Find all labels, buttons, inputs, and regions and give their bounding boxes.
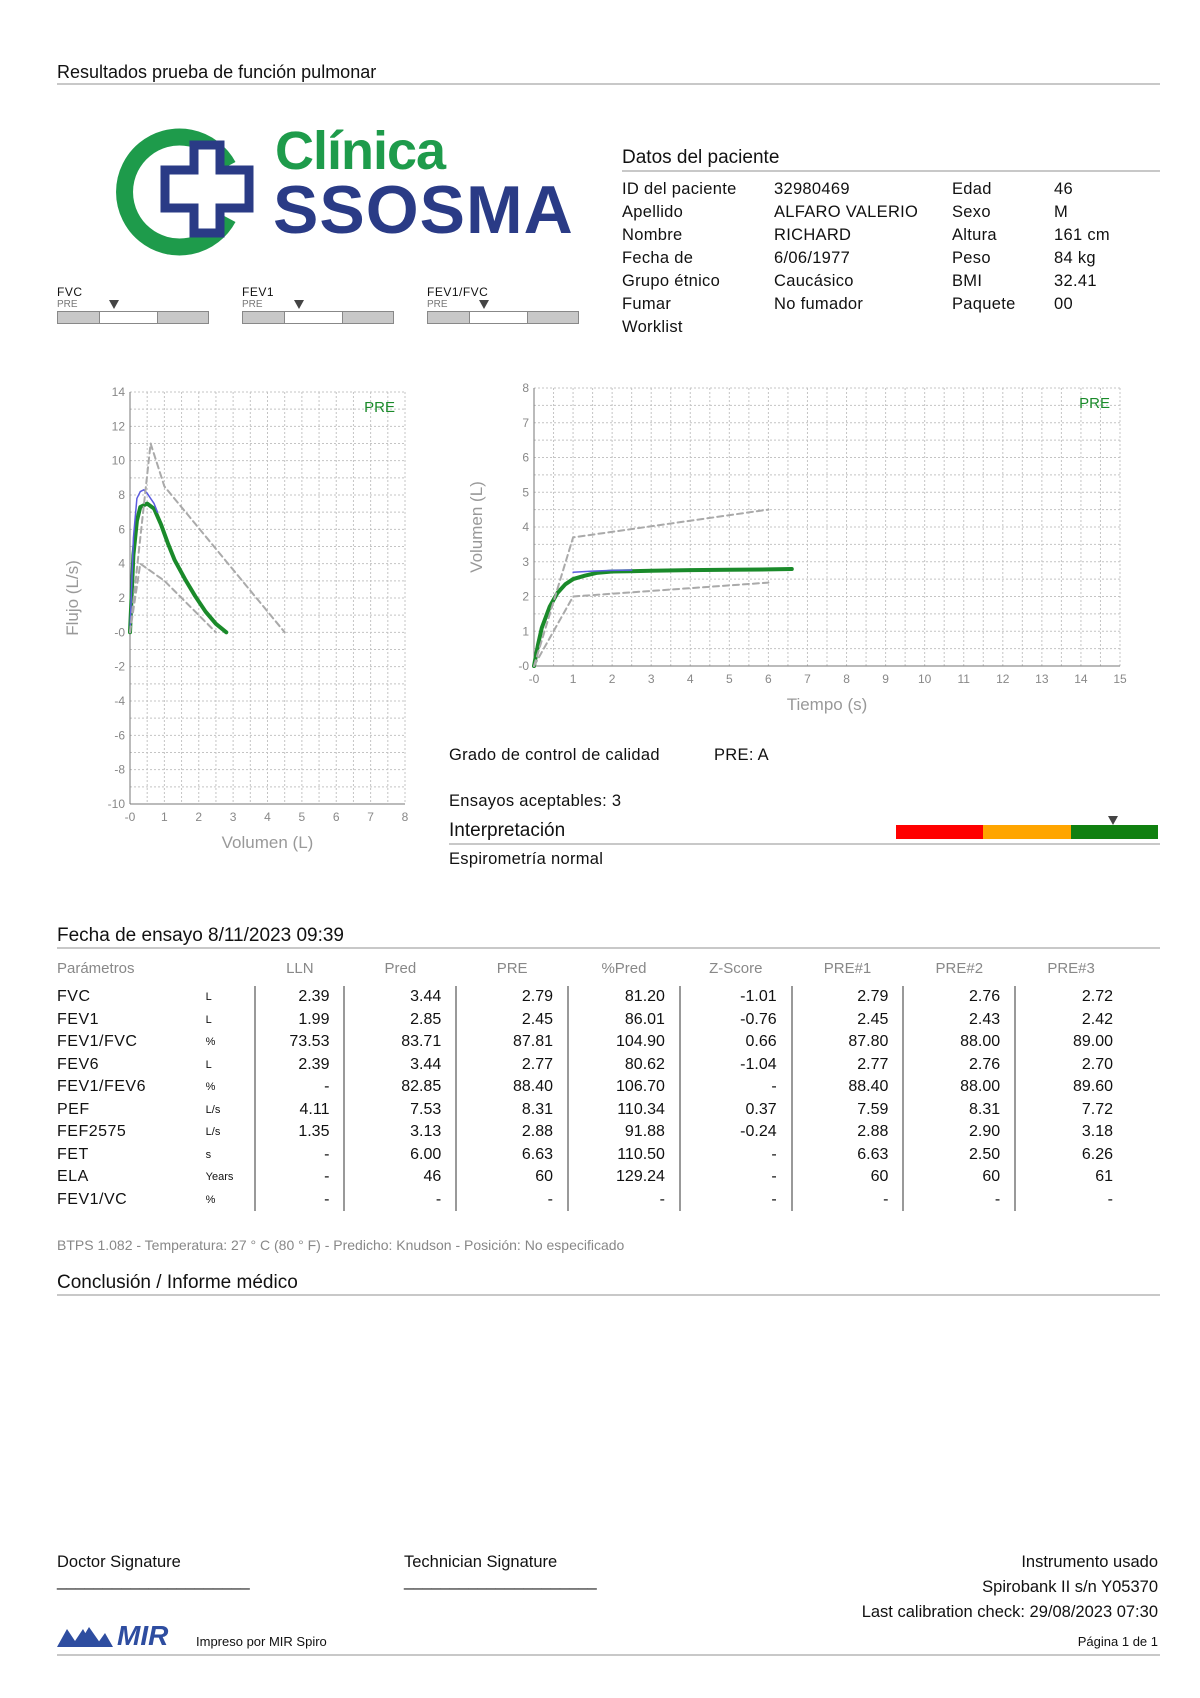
x-tick-label: 1 [569,672,577,686]
patient-value-2: M [1054,203,1069,221]
table-header: PRE#2 [935,959,984,977]
param-value: 89.60 [1015,1076,1127,1099]
param-unit: L [205,991,212,1004]
patient-label: Nombre [622,226,683,244]
legend-pre: PRE [1079,395,1110,412]
y-tick-label: 4 [118,556,125,571]
indicator-bar [242,311,394,324]
param-value: 2.50 [903,1144,1015,1167]
param-value: 110.50 [568,1144,680,1167]
interpretation-scale [896,825,1158,839]
param-unit: Years [205,1171,234,1184]
x-tick-label: 8 [401,810,409,824]
param-value: 3.13 [344,1121,456,1144]
y-tick-label: 2 [118,591,125,605]
param-value: 60 [456,1166,568,1189]
param-value: 7.53 [344,1099,456,1122]
x-tick-label: 5 [298,810,306,824]
y-axis-label: Volumen (L) [467,481,486,573]
param-value: - [255,1166,344,1189]
param-value: 4.11 [255,1099,344,1122]
indicator-marker [294,300,304,309]
param-value: - [568,1189,680,1212]
volume-time-chart [467,378,1140,728]
y-tick-label: 5 [522,485,529,500]
interpretation-text: Espirometría normal [449,850,604,868]
x-axis-label: Tiempo (s) [786,695,868,714]
x-tick-label: 9 [882,672,889,686]
patient-data-table [622,178,1162,339]
x-tick-label: 13 [1035,672,1049,686]
quality-label: Grado de control de calidad [449,746,660,764]
page-number: Página 1 de 1 [1077,1634,1158,1649]
param-name: FVC [57,988,91,1006]
x-tick-label: 15 [1113,672,1127,686]
y-tick-label: 6 [118,522,125,537]
param-name: PEF [57,1100,90,1118]
x-tick-label: 7 [367,810,374,824]
patient-label: Worklist [622,318,683,336]
x-tick-label: 4 [686,672,694,686]
param-name: FEV1 [57,1010,100,1028]
param-unit: % [205,1081,216,1094]
param-unit: L [205,1058,212,1071]
param-value: 2.90 [903,1121,1015,1144]
patient-value: ALFARO VALERIO [774,203,919,221]
param-value: - [344,1189,456,1212]
param-value: 88.00 [903,1031,1015,1054]
param-unit: % [205,1036,216,1049]
param-value: 2.76 [903,1054,1015,1077]
param-value: 91.88 [568,1121,680,1144]
param-value: 89.00 [1015,1031,1127,1054]
param-value: - [903,1189,1015,1212]
param-unit: % [205,1193,216,1206]
patient-value: No fumador [774,295,864,313]
table-row [57,1099,1127,1122]
param-unit: L/s [205,1103,221,1116]
y-tick-label: 1 [522,624,529,639]
series-line [130,504,226,633]
y-tick-label: 6 [522,450,529,465]
y-tick-label: 12 [111,419,125,434]
param-value: 2.42 [1015,1009,1127,1032]
param-value: 7.59 [792,1099,904,1122]
patient-value: RICHARD [774,226,852,244]
patient-label: Fumar [622,295,672,313]
indicator-label: FEV1 [242,285,275,299]
series-line [130,444,285,633]
printed-by: Impreso por MIR Spiro [196,1634,327,1649]
param-name: FEV1/FVC [57,1033,138,1051]
param-value: - [680,1076,792,1099]
table-row [57,1009,1127,1032]
calibration-check: Last calibration check: 29/08/2023 07:30 [861,1603,1158,1621]
param-value: 2.77 [456,1054,568,1077]
x-tick-label: 6 [765,672,772,686]
param-value: 1.99 [255,1009,344,1032]
test-date-heading: Fecha de ensayo 8/11/2023 09:39 [57,925,344,946]
table-header: Pred [384,959,417,977]
param-value: 104.90 [568,1031,680,1054]
y-tick-label: 4 [522,520,529,534]
param-value: - [792,1189,904,1212]
param-value: 2.45 [456,1009,568,1032]
param-value: 81.20 [568,986,680,1009]
patient-rule [622,170,1160,172]
interpretation-heading: Interpretación [449,820,566,841]
table-header: PRE [496,959,528,977]
logo-ssosma-text: SSOSMA [273,172,574,248]
param-value: 86.01 [568,1009,680,1032]
patient-row [622,178,1162,201]
y-tick-label: 2 [522,589,529,604]
doctor-signature-line: _____________________ [57,1572,250,1590]
param-value: 2.79 [456,986,568,1009]
legend-pre: PRE [364,399,395,416]
patient-label-2: Paquete [952,295,1016,313]
patient-value-2: 46 [1054,180,1073,198]
y-tick-label: 8 [118,488,125,502]
patient-row [622,316,1162,339]
param-value: 2.79 [792,986,904,1009]
param-name: FEF2575 [57,1123,127,1141]
x-tick-label: 2 [608,672,616,686]
param-name: FEV1/FEV6 [57,1078,146,1096]
patient-label: Fecha de [622,249,694,267]
patient-label: Apellido [622,203,684,221]
interpretation-rule [449,843,1160,845]
y-tick-label: 7 [522,415,529,430]
param-value: 3.44 [344,1054,456,1077]
x-tick-label: -0 [124,810,136,824]
header-rule [57,83,1160,85]
param-value: 83.71 [344,1031,456,1054]
scale-segment [983,825,1070,839]
param-value: - [680,1189,792,1212]
patient-row [622,293,1162,316]
patient-label-2: Altura [952,226,997,244]
table-footnote: BTPS 1.082 - Temperatura: 27 ° C (80 ° F) - Predicho: Knudson - Posición: No especificado [57,1237,625,1253]
report-title: Resultados prueba de función pulmonar [57,62,377,82]
table-row [57,1031,1127,1054]
patient-value-2: 161 cm [1054,226,1110,244]
param-unit: s [205,1148,212,1161]
technician-signature-label: Technician Signature [404,1553,558,1571]
patient-label-2: Edad [952,180,992,198]
indicator-bar [427,311,579,324]
param-value: -0.24 [680,1121,792,1144]
param-value: 6.26 [1015,1144,1127,1167]
param-name: FET [57,1145,89,1163]
patient-value-2: 84 kg [1054,249,1096,267]
indicator-marker [479,300,489,309]
mir-mountains-icon [57,1625,113,1647]
param-value: 106.70 [568,1076,680,1099]
indicator-marker [109,300,119,309]
param-value: 2.39 [255,986,344,1009]
indicator-sub: PRE [427,299,448,310]
indicator-label: FVC [57,285,83,299]
param-value: - [255,1189,344,1212]
y-tick-label: -4 [114,694,125,708]
acceptable-trials: Ensayos aceptables: 3 [449,792,622,810]
y-axis-label: Flujo (L/s) [63,560,82,636]
scale-segment [1071,825,1158,839]
indicator-bar [57,311,209,324]
table-row [57,1076,1127,1099]
param-name: ELA [57,1168,89,1186]
patient-row [622,201,1162,224]
param-value: -1.01 [680,986,792,1009]
patient-label-2: Sexo [952,203,991,221]
x-tick-label: 3 [229,810,237,824]
param-value: 6.63 [456,1144,568,1167]
patient-label-2: Peso [952,249,991,267]
param-value: 2.70 [1015,1054,1127,1077]
y-tick-label: -8 [114,762,125,777]
param-value: - [255,1144,344,1167]
param-value: 87.80 [792,1031,904,1054]
param-value: - [456,1189,568,1212]
param-value: 3.44 [344,986,456,1009]
y-tick-label: 8 [522,381,529,395]
param-value: 82.85 [344,1076,456,1099]
patient-label-2: BMI [952,272,983,290]
param-value: 46 [344,1166,456,1189]
patient-label: ID del paciente [622,180,737,198]
quality-value: PRE: A [714,746,769,764]
param-value: 2.39 [255,1054,344,1077]
param-value: 87.81 [456,1031,568,1054]
param-value: 2.88 [456,1121,568,1144]
param-value: 2.43 [903,1009,1015,1032]
param-value: 60 [792,1166,904,1189]
param-value: 2.88 [792,1121,904,1144]
param-value: 110.34 [568,1099,680,1122]
table-row [57,1121,1127,1144]
param-value: 2.85 [344,1009,456,1032]
y-tick-label: -2 [114,659,125,674]
param-value: 3.18 [1015,1121,1127,1144]
doctor-signature-label: Doctor Signature [57,1553,181,1571]
param-value: 0.37 [680,1099,792,1122]
param-value: 88.40 [792,1076,904,1099]
test-date-rule [57,947,1160,949]
indicator-sub: PRE [57,299,78,310]
logo-clinica-text: Clínica [275,121,446,181]
x-tick-label: 1 [161,810,168,824]
patient-row [622,224,1162,247]
indicator-label: FEV1/FVC [427,285,489,299]
param-value: 0.66 [680,1031,792,1054]
clinic-logo [78,121,598,251]
param-value: 6.00 [344,1144,456,1167]
param-value: 7.72 [1015,1099,1127,1122]
x-tick-label: 14 [1074,672,1088,686]
instrument-name: Spirobank II s/n Y05370 [982,1578,1158,1596]
table-header: PRE#1 [823,959,872,977]
table-row [57,986,1127,1009]
table-header [206,956,256,986]
x-tick-label: 7 [804,672,811,686]
patient-label: Grupo étnico [622,272,721,290]
scale-segment [896,825,983,839]
param-value: - [1015,1189,1127,1212]
param-value: 6.63 [792,1144,904,1167]
y-tick-label: 10 [111,453,125,468]
param-value: 8.31 [456,1099,568,1122]
x-tick-label: 4 [264,810,271,824]
param-name: FEV1/VC [57,1190,128,1208]
footer-rule [57,1654,1160,1656]
x-tick-label: 3 [647,672,655,686]
table-header: %Pred [601,959,647,977]
y-tick-label: -0 [114,625,125,640]
mir-brand-text: MIR [117,1620,169,1651]
x-tick-label: 8 [843,672,850,686]
param-value: -0.76 [680,1009,792,1032]
interpretation-marker [1108,816,1118,825]
patient-value-2: 32.41 [1054,272,1097,290]
param-name: FEV6 [57,1055,100,1073]
param-unit: L/s [205,1126,221,1139]
patient-value: 6/06/1977 [774,249,851,267]
indicator-sub: PRE [242,299,263,310]
param-value: 73.53 [255,1031,344,1054]
x-tick-label: 6 [332,810,340,824]
param-value: 80.62 [568,1054,680,1077]
table-row [57,1144,1127,1167]
table-header: Z-Score [709,959,763,977]
patient-value: 32980469 [774,180,850,198]
table-row [57,1166,1127,1189]
x-tick-label: 12 [996,672,1010,686]
param-value: - [680,1166,792,1189]
patient-heading: Datos del paciente [622,147,780,168]
param-value: 129.24 [568,1166,680,1189]
param-value: 88.40 [456,1076,568,1099]
patient-value: Caucásico [774,272,854,290]
table-header: Parámetros [57,959,135,977]
table-header: LLN [286,959,314,977]
param-value: 61 [1015,1166,1127,1189]
param-value: 2.45 [792,1009,904,1032]
param-value: - [255,1076,344,1099]
param-value: 88.00 [903,1076,1015,1099]
x-tick-label: -0 [528,672,540,686]
x-axis-label: Volumen (L) [221,833,314,852]
param-unit: L [205,1013,212,1026]
param-value: 8.31 [903,1099,1015,1122]
param-value: 1.35 [255,1121,344,1144]
results-table [57,956,1127,1211]
y-tick-label: -0 [518,659,529,673]
mir-logo [57,1622,168,1650]
y-tick-label: -6 [114,728,125,743]
table-row [57,1054,1127,1077]
patient-row [622,247,1162,270]
instrument-heading: Instrumento usado [1021,1553,1158,1571]
param-value: - [680,1144,792,1167]
patient-row [622,270,1162,293]
param-value: 2.72 [1015,986,1127,1009]
param-value: 60 [903,1166,1015,1189]
table-header: PRE#3 [1047,959,1095,977]
y-tick-label: 3 [522,554,529,569]
y-tick-label: -10 [107,797,125,811]
flow-volume-chart [60,380,420,860]
param-value: -1.04 [680,1054,792,1077]
y-tick-label: 14 [111,385,125,399]
x-tick-label: 2 [195,810,203,824]
conclusion-rule [57,1294,1160,1296]
table-row [57,1189,1127,1212]
param-value: 2.76 [903,986,1015,1009]
x-tick-label: 10 [917,672,932,686]
conclusion-heading: Conclusión / Informe médico [57,1272,298,1293]
patient-value-2: 00 [1054,295,1073,313]
x-tick-label: 11 [957,672,970,686]
x-tick-label: 5 [725,672,733,686]
technician-signature-line: _____________________ [404,1572,597,1590]
param-value: 2.77 [792,1054,904,1077]
